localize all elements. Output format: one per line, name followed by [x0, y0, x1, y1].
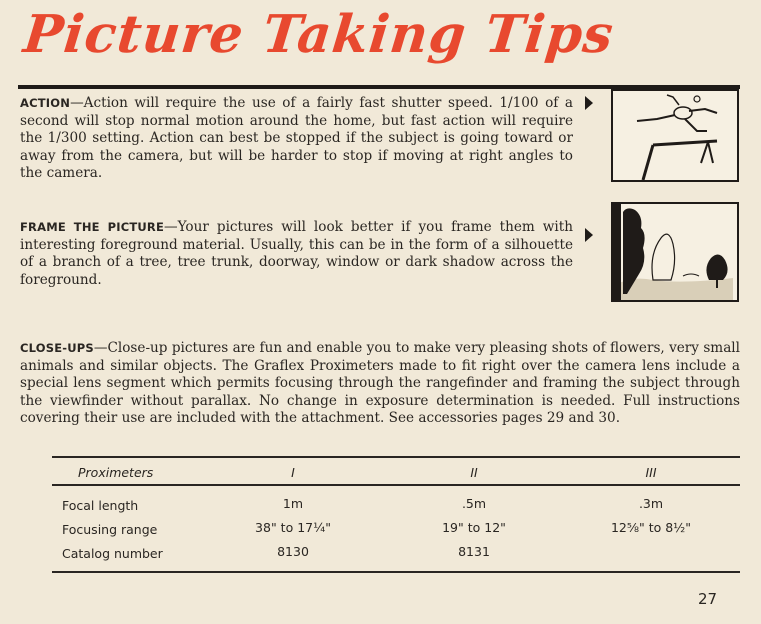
section-heading: ACTION [20, 96, 71, 110]
table-cell: .3m [638, 496, 664, 511]
tree-icon [613, 204, 737, 300]
table-cell: 38" to 17¼" [255, 520, 331, 535]
section-text: Close-up pictures are fun and enable you to make very pleasing shots of flowers, very small animals and similar objects. The Graflex Proximeters made to fit right over the camera lens include a special lens segment which permits focusing through the rangefinder and framing the subject through the viewfinder without parallax. No change in exposure determination is needed. Full instructions covering their use are included with the attachment. See accessories pages 29 and 30. [20, 340, 740, 426]
table-cell: Focusing range [62, 522, 158, 537]
table-cell: 8130 [277, 544, 309, 559]
section-text: Your pictures will look better if you frame them with interesting foreground material. Usually, this can be in the form of a silhouette of a branch of a tree, tree trunk, doorway, window or dark shadow across the foreground. [20, 219, 573, 288]
section-text: Action will require the use of a fairly fast shutter speed. 1/100 of a second will stop normal motion around the home, but fast action will require the 1/300 setting. Action can best be stopped if the subject is going toward or away from the camera, but will be harder to stop if moving at right angles to the camera. [20, 95, 573, 181]
tree-frame-illustration [611, 202, 739, 302]
table-rule-bottom [52, 571, 740, 573]
table-cell: 1m [282, 496, 304, 511]
hurdler-icon [613, 91, 737, 180]
hurdler-illustration [611, 89, 739, 182]
section-heading: FRAME THE PICTURE [20, 220, 165, 234]
section-action: ACTION—Action will require the use of a fairly fast shutter speed. 1/100 of a second will stop normal motion around the home, but fast action will require the 1/300 setting. Action can best be stopped if the subject is going toward or away from the camera, but will be harder to stop if moving at right angles to the camera. [20, 95, 573, 181]
page-number: 27 [698, 590, 718, 608]
table-cell: 12⅝" to 8½" [610, 520, 692, 535]
section-frame: FRAME THE PICTURE—Your pictures will look better if you frame them with interesting foreground material. Usually, this can be in the form of a silhouette of a branch of a tree, tree trunk, doorway, window or dark shadow across the foreground. [20, 219, 573, 288]
table-cell: Catalog number [62, 546, 163, 561]
page-title: Picture Taking Tips [20, 4, 617, 65]
arrow-right-icon [585, 96, 593, 110]
section-heading: CLOSE-UPS [20, 341, 94, 355]
table-rule-mid [52, 484, 740, 486]
arrow-right-icon [585, 228, 593, 242]
table-cell: .5m [461, 496, 487, 511]
table-header: III [645, 465, 657, 480]
table-cell: Focal length [62, 498, 139, 513]
table-cell: 8131 [458, 544, 490, 559]
table-cell: 19" to 12" [442, 520, 506, 535]
table-rule-top [52, 456, 740, 458]
section-closeups: CLOSE-UPS—Close-up pictures are fun and enable you to make very pleasing shots of flowers, very small animals and similar objects. The Graflex Proximeters made to fit right over the camera lens include a special lens segment which permits focusing through the rangefinder and framing the subject through the viewfinder without parallax. No change in exposure determination is needed. Full instructions covering their use are included with the attachment. See accessories pages 29 and 30. [20, 340, 740, 426]
table-header: Proximeters [78, 465, 154, 480]
table-header: I [291, 465, 295, 480]
table-header: II [470, 465, 478, 480]
